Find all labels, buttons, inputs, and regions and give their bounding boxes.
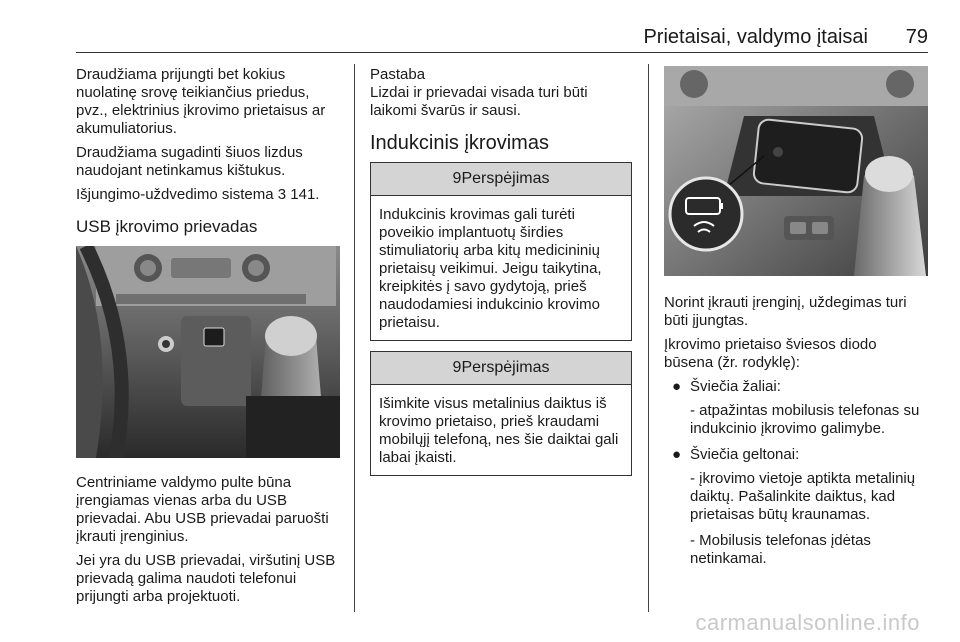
header-rule	[76, 52, 928, 53]
warning-box-2	[370, 351, 632, 476]
usb-heading: USB įkrovimo prievadas	[76, 217, 258, 236]
page-number: 79	[905, 26, 928, 48]
list-item	[664, 378, 928, 396]
paragraph-usb-upper: Jei yra du USB prievadai, viršutinį USB prievadą galima naudoti telefonui prijungti arba projektuoti.	[76, 552, 336, 605]
ref-text: Išjungimo-uždvedimo sistema	[76, 186, 274, 203]
led-status-list	[664, 378, 928, 396]
warning-text: Indukcinis krovimas gali turėti poveikio implantuotų širdies stimuliatorių arba kitų medicininių prietaisų veikimui. Jeigu taikytina, kreipkitės į savo gydytoją, prieš naudodamiesi indukcinio krovimo prietaisu.	[379, 206, 602, 331]
warning-title: Perspėjimas	[461, 170, 550, 187]
warning-box-1	[370, 162, 632, 341]
warning-header	[371, 163, 631, 196]
header-title: Prietaisai, valdymo įtaisai	[643, 26, 868, 48]
wireless-charger-photo	[664, 66, 928, 276]
warning-icon: 9	[452, 359, 462, 376]
column-divider-1	[354, 64, 355, 612]
warning-title: Perspėjimas	[461, 359, 550, 376]
paragraph-ignition: Norint įkrauti įrenginį, uždegimas turi būti įjungtas.	[664, 294, 907, 329]
bullet-icon: ●	[672, 446, 682, 463]
led-status-list	[664, 446, 928, 464]
note-text: Lizdai ir prievadai visada turi būti laikomi švarūs ir sausi.	[370, 84, 588, 119]
column-1	[76, 66, 342, 612]
paragraph-stop-start-ref	[76, 186, 342, 204]
page-ref-arrow-icon: 3	[277, 186, 287, 203]
bullet-icon: ●	[672, 378, 682, 395]
inductive-heading: Indukcinis įkrovimas	[370, 132, 549, 154]
paragraph-dc-warning: Draudžiama prijungti bet kokius nuolatinę srovę teikiančius priedus, pvz., elektrinius įkrovimo prietaisus ar akumuliatorius.	[76, 66, 326, 137]
column-3	[664, 66, 928, 576]
usb-console-illustration	[76, 246, 340, 458]
bullet-label: Šviečia geltonai:	[690, 446, 800, 463]
charging-pad-illustration	[664, 66, 928, 276]
sub-item: - Mobilusis telefonas įdėtas netinkamai.	[690, 532, 871, 567]
paragraph-plug-warning: Draudžiama sugadinti šiuos lizdus naudojant netinkamus kištukus.	[76, 144, 303, 179]
usb-port-photo	[76, 246, 340, 458]
sub-item: - atpažintas mobilusis telefonas su indukcinio įkrovimo galimybe.	[690, 402, 920, 437]
paragraph-usb-desc: Centriniame valdymo pulte būna įrengiamas vienas arba du USB prievadai. Abu USB prievadai paruošti įkrauti įrenginius.	[76, 474, 329, 545]
page-header	[76, 22, 928, 48]
warning-icon: 9	[452, 170, 462, 187]
sub-item: - įkrovimo vietoje aptikta metalinių daiktų. Pašalinkite daiktus, kad prietaisas būtų kraunamas.	[690, 470, 916, 523]
column-divider-2	[648, 64, 649, 612]
note-title: Pastaba	[370, 66, 426, 83]
column-2	[370, 66, 632, 486]
warning-text: Išimkite visus metalinius daiktus iš krovimo prietaiso, prieš kraudami mobilųjį telefoną, nes šie daiktai gali labai įkaisti.	[379, 395, 619, 466]
list-item	[664, 446, 928, 464]
warning-header	[371, 352, 631, 385]
paragraph-led-status: Įkrovimo prietaiso šviesos diodo būsena (žr. rodyklę):	[664, 336, 877, 371]
ref-page: 141.	[290, 186, 320, 203]
bullet-label: Šviečia žaliai:	[690, 378, 781, 395]
watermark: carmanualsonline.info	[695, 610, 920, 635]
